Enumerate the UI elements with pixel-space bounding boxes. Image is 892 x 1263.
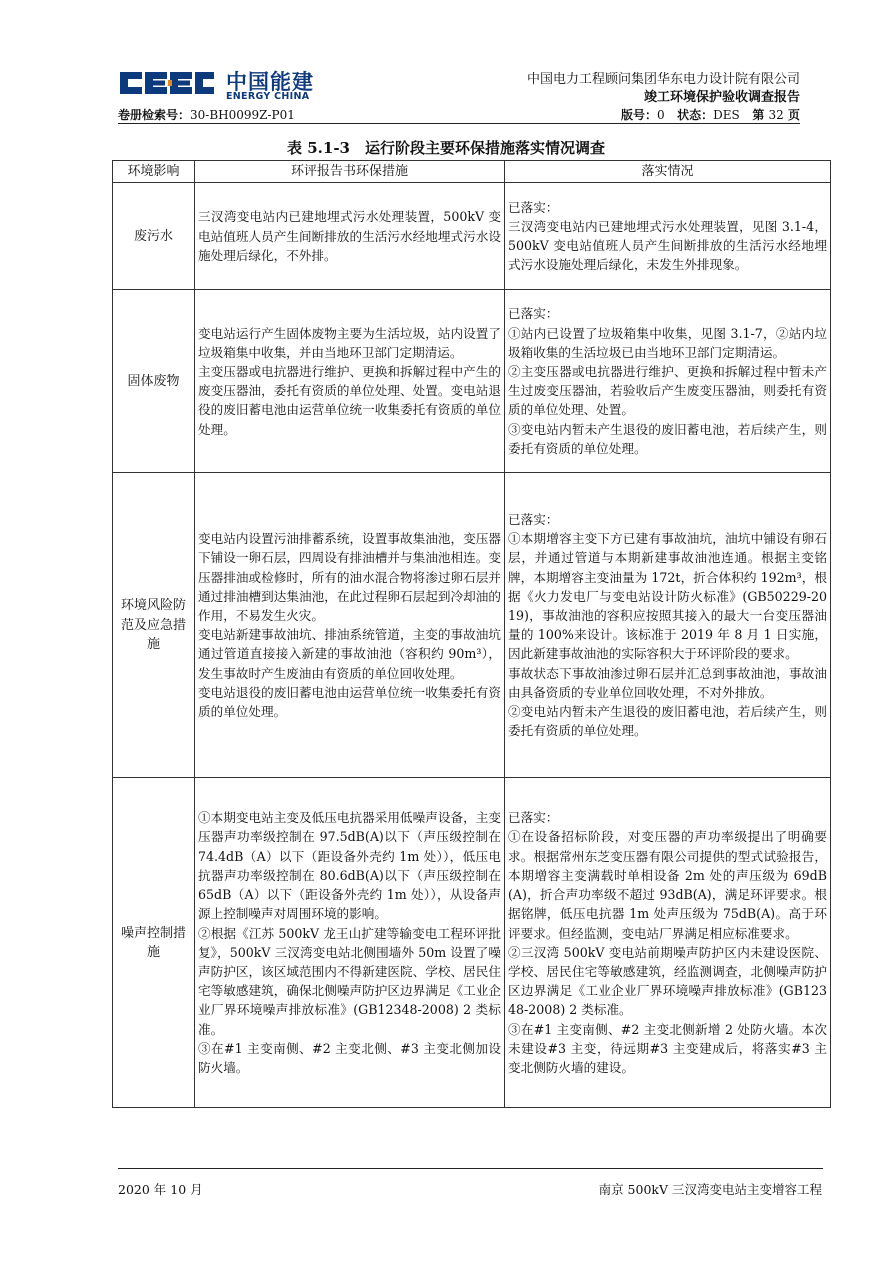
impact-cell: 固体废物 — [113, 290, 195, 473]
logo-chinese-text: 中国能建 — [226, 70, 314, 94]
table-title: 表 5.1-3 运行阶段主要环保措施落实情况调查 — [287, 139, 605, 157]
table-row — [113, 473, 831, 778]
implementation-paragraph: 事故状态下事故油渗过卵石层并汇总到事故油池，事故油由具备资质的专业单位回收处理，不对外排放。 — [508, 665, 827, 700]
implementation-paragraph: 三汊湾变电站内已建地埋式污水处理装置，见图 3.1-4，500kV 变电站值班人员产生间断排放的生活污水经地埋式污水设施处理后绿化，未发生外排现象。 — [508, 219, 827, 273]
page-suffix: 页 — [787, 108, 800, 122]
implementation-paragraph: ③在#1 主变南侧、#2 主变北侧新增 2 处防火墙。本次未建设#3 主变，待远期#3 主变建成后，将落实#3 主变北侧防火墙的建设。 — [508, 1021, 827, 1075]
measure-paragraph: 主变压器或电抗器进行维护、更换和拆解过程中产生的废变压器油，委托有资质的单位处理、处置。变电站退役的废旧蓄电池由运营单位统一收集委托有资质的单位处理。 — [198, 364, 501, 437]
page-prefix: 第 — [752, 108, 765, 122]
status-label: 状态： — [677, 108, 714, 122]
implementation-cell — [505, 778, 831, 1108]
measure-paragraph: 变电站新建事故油坑、排油系统管道，主变的事故油坑通过管道直接接入新建的事故油池（容积约 90m³），发生事故时产生废油由有资质的单位回收处理。 — [198, 627, 501, 681]
measures-cell — [195, 183, 505, 290]
version-value: 0 — [656, 108, 665, 122]
doc-number-label: 卷册检索号： — [118, 108, 191, 122]
measures-cell — [195, 473, 505, 778]
table-row — [113, 778, 831, 1108]
measure-paragraph: 变电站内设置污油排蓄系统，设置事故集油池，变压器下铺设一卵石层，四周设有排油槽并与集油池相连。变压器排油或检修时，所有的油水混合物将渗过卵石层并通过排油槽到达集油池，在此过程卵石层起到冷却油的作用，不易发生火灾。 — [198, 531, 501, 623]
page-number: 32 — [768, 108, 784, 122]
measure-paragraph: ③在#1 主变南侧、#2 主变北侧、#3 主变北侧加设防火墙。 — [198, 1040, 501, 1075]
version-label: 版号： — [620, 108, 657, 122]
measure-paragraph: ①本期变电站主变及低压电抗器采用低噪声设备，主变压器声功率级控制在 97.5dB(A)以下（声压级控制在 74.4dB（A）以下（距设备外壳约 1m 处）），低压电抗器声功率级控制在 80.6dB(A)以下（声压级控制在 65dB（A）以下（距设备外壳约 1m 处）），从设备声源上控制噪声对周围环境的影响。 — [198, 810, 501, 922]
company-logo — [118, 64, 318, 106]
header-divider — [118, 123, 800, 124]
footer-date: 2020 年 10 月 — [118, 1182, 203, 1197]
implementation-cell — [505, 473, 831, 778]
impact-cell: 环境风险防范及应急措施 — [113, 473, 195, 778]
implementation-paragraph: ②主变压器或电抗器进行维护、更换和拆解过程中暂未产生过废变压器油，若验收后产生废变压器油，则委托有资质的单位处理、处置。 — [508, 364, 827, 418]
implementation-paragraph: 已落实： — [508, 810, 559, 826]
measures-cell — [195, 290, 505, 473]
implementation-paragraph: ②变电站内暂未产生退役的废旧蓄电池，若后续产生，则委托有资质的单位处理。 — [508, 704, 827, 739]
implementation-paragraph: 已落实： — [508, 306, 559, 322]
footer-divider — [118, 1168, 823, 1169]
impact-cell: 噪声控制措施 — [113, 778, 195, 1108]
implementation-paragraph: ①在设备招标阶段，对变压器的声功率级提出了明确要求。根据常州东芝变压器有限公司提供的型式试验报告，本期增容主变满载时单相设备 2m 处的声压级为 69dB(A)，折合声功率级不超过 93dB(A)，满足环评要求。根据铭牌，低压电抗器 1m 处声压级为 75dB(A)。高于环评要求。但经监测，变电站厂界满足相应标准要求。 — [508, 829, 827, 941]
column-header: 环境影响 — [113, 161, 195, 183]
table-header-row — [113, 161, 831, 183]
column-header: 环评报告书环保措施 — [195, 161, 505, 183]
impact-cell: 废污水 — [113, 183, 195, 290]
ceec-logo-icon — [118, 68, 216, 98]
measure-paragraph: ②根据《江苏 500kV 龙王山扩建等输变电工程环评批复》，500kV 三汊湾变电站北侧围墙外 50m 设置了噪声防护区，该区域范围内不得新建医院、学校、居民住宅等敏感建筑，确保北侧噪声防护区边界满足《工业企业厂界环境噪声排放标准》(GB12348-2008) 2 类标准。 — [198, 925, 501, 1037]
logo-english-text: ENERGY CHINA — [226, 91, 310, 102]
doc-number — [118, 106, 295, 123]
implementation-paragraph: ③变电站内暂未产生退役的废旧蓄电池，若后续产生，则委托有资质的单位处理。 — [508, 421, 827, 456]
implementation-paragraph: ①本期增容主变下方已建有事故油坑，油坑中铺设有卵石层，并通过管道与本期新建事故油池连通。根据主变铭牌，本期增容主变油量为 172t，折合体积约 192m³，根据《火力发电厂与变电站设计防火标准》(GB50229-2019)，事故油池的容积应按照其接入的最大一台变压器油量的 100%来设计。该标准于 2019 年 8 月 1 日实施，因此新建事故油池的实际容积大于环评阶段的要求。 — [508, 531, 827, 662]
measure-paragraph: 变电站退役的废旧蓄电池由运营单位统一收集委托有资质的单位处理。 — [198, 684, 501, 720]
footer-project: 南京 500kV 三汊湾变电站主变增容工程 — [598, 1182, 822, 1197]
doc-meta — [621, 106, 800, 123]
implementation-cell — [505, 183, 831, 290]
implementation-cell — [505, 290, 831, 473]
implementation-paragraph: 已落实： — [508, 511, 559, 527]
status-value: DES — [713, 108, 740, 122]
table-row — [113, 290, 831, 473]
header-organization: 中国电力工程顾问集团华东电力设计院有限公司 — [526, 72, 800, 87]
measures-cell — [195, 778, 505, 1108]
implementation-paragraph: 已落实： — [508, 199, 559, 215]
table-row — [113, 183, 831, 290]
measure-paragraph: 三汊湾变电站内已建地埋式污水处理装置，500kV 变电站值班人员产生间断排放的生活污水经地埋式污水设施处理后绿化，不外排。 — [198, 209, 501, 263]
doc-number-value: 30-BH0099Z-P01 — [190, 108, 295, 122]
implementation-paragraph: ①站内已设置了垃圾箱集中收集，见图 3.1-7，②站内垃圾箱收集的生活垃圾已由当地环卫部门定期清运。 — [508, 325, 827, 360]
column-header: 落实情况 — [505, 161, 831, 183]
measures-table — [112, 160, 831, 1108]
implementation-paragraph: ②三汊湾 500kV 变电站前期噪声防护区内未建设医院、学校、居民住宅等敏感建筑，经监测调查，北侧噪声防护区边界满足《工业企业厂界环境噪声排放标准》(GB12348-2008) 2 类标准。 — [508, 944, 827, 1018]
header-report-title: 竣工环境保护验收调查报告 — [643, 90, 800, 105]
measure-paragraph: 变电站运行产生固体废物主要为生活垃圾，站内设置了垃圾箱集中收集，并由当地环卫部门定期清运。 — [198, 325, 501, 360]
